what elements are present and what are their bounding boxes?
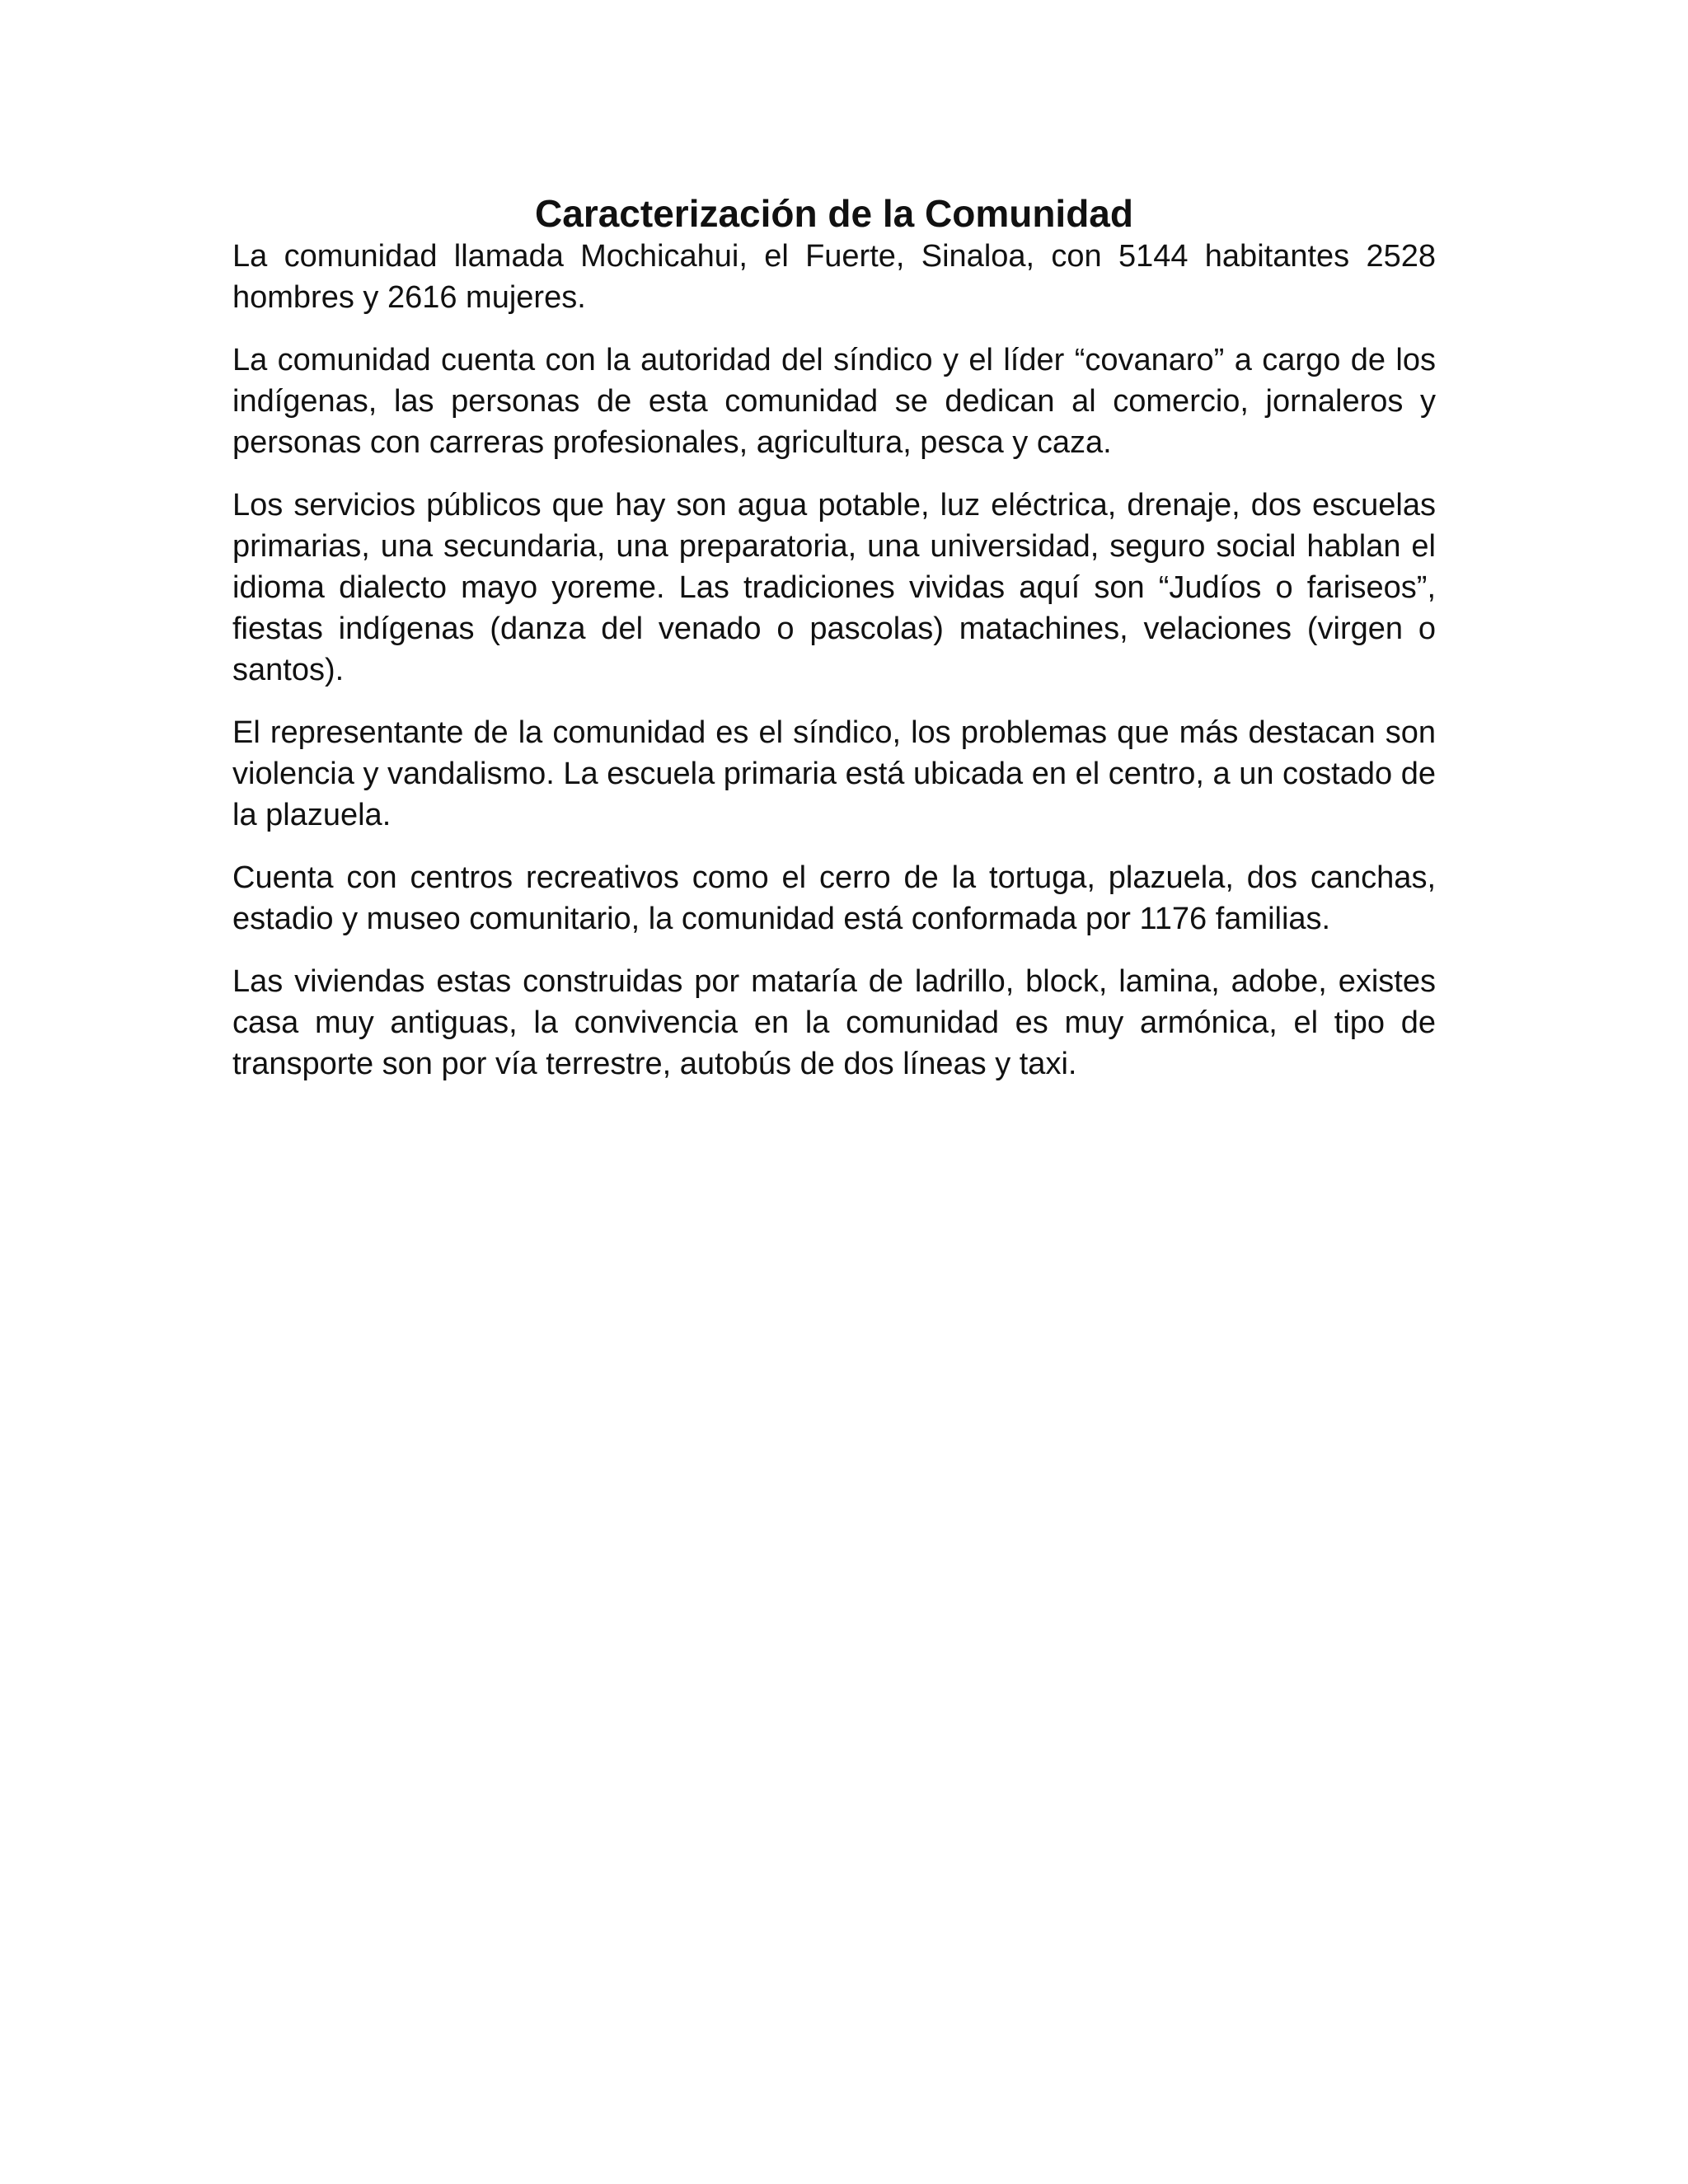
paragraph-services: Los servicios públicos que hay son agua potable, luz eléctrica, drenaje, dos escuelas primarias, una secundaria, una preparatoria, una universidad, seguro social hablan el idioma dialecto mayo yoreme. Las tradiciones vividas aquí son “Judíos o fariseos”, fiestas indígenas (danza del venado o pascolas) matachines, velaciones (virgen o santos). xyxy=(232,488,1436,687)
document-body xyxy=(232,186,1436,1106)
paragraph-housing: Las viviendas estas construidas por mataría de ladrillo, block, lamina, adobe, existes casa muy antiguas, la convivencia en la comunidad es muy armónica, el tipo de transporte son por vía terrestre, autobús de dos líneas y taxi. xyxy=(232,964,1436,1081)
paragraph-authority: La comunidad cuenta con la autoridad del síndico y el líder “covanaro” a cargo de los indígenas, las personas de esta comunidad se dedican al comercio, jornaleros y personas con carreras profesionales, agricultura, pesca y caza. xyxy=(232,343,1436,460)
paragraph-representative: El representante de la comunidad es el síndico, los problemas que más destacan son violencia y vandalismo. La escuela primaria está ubicada en el centro, a un costado de la plazuela. xyxy=(232,715,1436,832)
paragraph-recreation: Cuenta con centros recreativos como el cerro de la tortuga, plazuela, dos canchas, estadio y museo comunitario, la comunidad está conformada por 1176 familias. xyxy=(232,860,1436,936)
paragraph-population: La comunidad llamada Mochicahui, el Fuerte, Sinaloa, con 5144 habitantes 2528 hombres y 2616 mujeres. xyxy=(232,239,1436,315)
document-title: Caracterización de la Comunidad xyxy=(535,192,1133,235)
